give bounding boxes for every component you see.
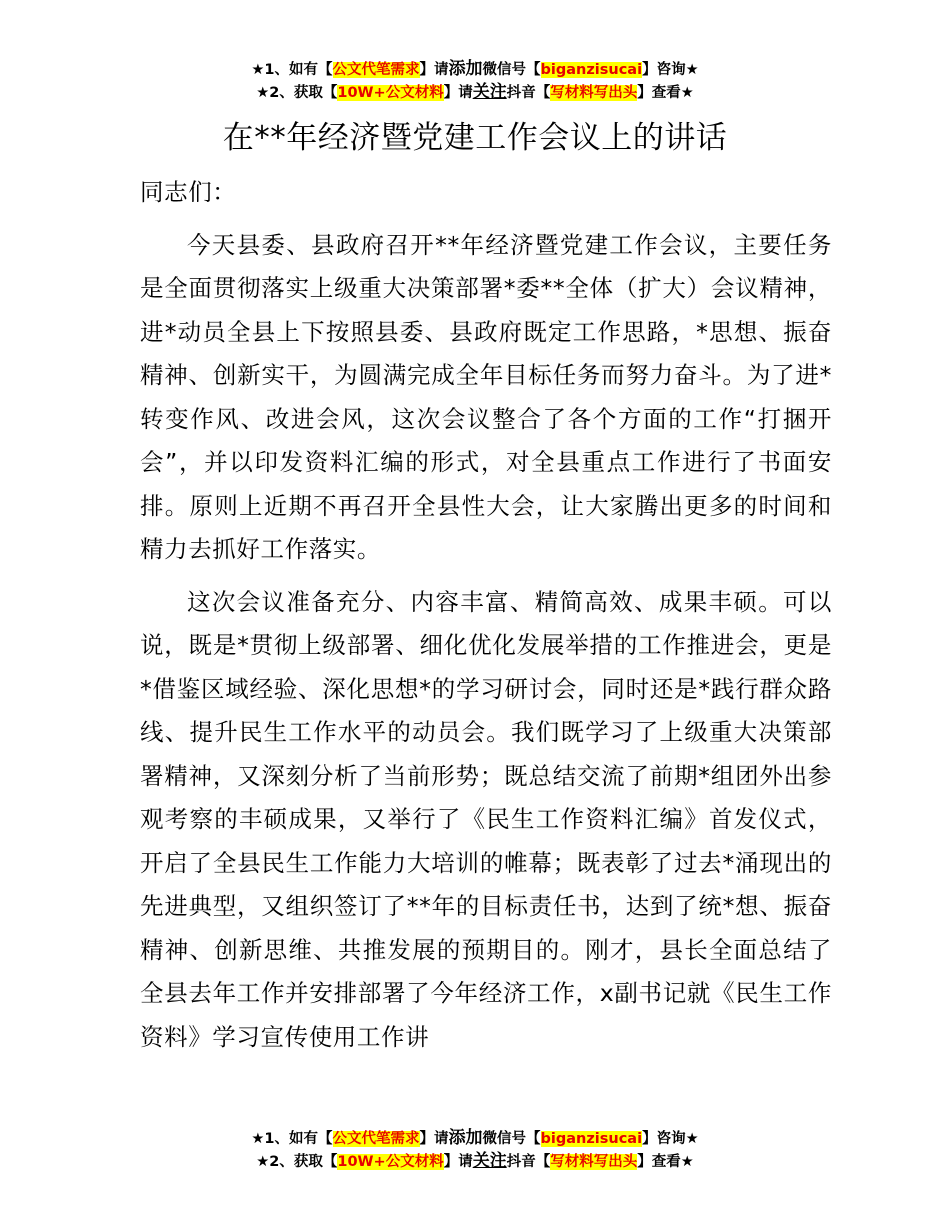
banner-emphasis: 关注: [472, 1151, 507, 1171]
banner-text: 微信号【: [482, 62, 541, 78]
banner-douyin-id: 写材料写出头: [550, 1154, 638, 1170]
banner-highlight: 10W+公文材料: [337, 1154, 444, 1170]
banner-text: 微信号【: [482, 1131, 541, 1147]
banner-line-2: [0, 81, 950, 104]
banner-text: 】请: [419, 62, 449, 78]
paragraph: 这次会议准备充分、内容丰富、精简高效、成果丰硕。可以说，既是*贯彻上级部署、细化优化发展举措的工作推进会，更是*借鉴区域经验、深化思想*的学习研讨会，同时还是*践行群众路线、提升民生工作水平的动员会。我们既学习了上级重大决策部署精神，又深刻分析了当前形势；既总结交流了前期*组团外出参观考察的丰硕成果，又举行了《民生工作资料汇编》首发仪式，开启了全县民生工作能力大培训的帷幕；既表彰了过去*涌现出的先进典型，又组织签订了**年的目标责任书，达到了统*想、振奋精神、创新思维、共推发展的预期目的。刚才，县长全面总结了全县去年工作并安排部署了今年经济工作，x副书记就《民生工作资料》学习宣传使用工作讲: [140, 587, 832, 1051]
banner-text: 】查看★: [637, 85, 694, 101]
document-title: 在**年经济暨党建工作会议上的讲话: [222, 120, 728, 156]
banner-line-2: [0, 1150, 950, 1173]
paragraph: 今天县委、县政府召开**年经济暨党建工作会议，主要任务是全面贯彻落实上级重大决策部署*委**全体（扩大）会议精神，进*动员全县上下按照县委、县政府既定工作思路，*思想、振奋精神、创新实干，为圆满完成全年目标任务而努力奋斗。为了进*转变作风、改进会风，这次会议整合了各个方面的工作“打捆开会”，并以印发资料汇编的形式，对全县重点工作进行了书面安排。原则上近期不再召开全县性大会，让大家腾出更多的时间和精力去抓好工作落实。: [140, 230, 832, 563]
banner-highlight: 10W+公文材料: [337, 85, 444, 101]
banner-text: 】请: [443, 1154, 473, 1170]
banner-emphasis: 关注: [472, 82, 507, 102]
salutation: 同志们：: [140, 178, 237, 206]
banner-wechat-id: biganzisucai: [540, 62, 643, 78]
banner-text: ★1、如有【: [251, 62, 333, 78]
banner-line-1: [0, 1127, 950, 1150]
banner-text: ★1、如有【: [251, 1131, 333, 1147]
banner-text: ★2、获取【: [256, 85, 338, 101]
banner-text: 】请: [419, 1131, 449, 1147]
banner-highlight: 公文代笔需求: [332, 62, 420, 78]
banner-text: 抖音【: [506, 85, 551, 101]
banner-text: 抖音【: [506, 1154, 551, 1170]
footer-banner: [0, 1127, 950, 1173]
banner-wechat-id: biganzisucai: [540, 1131, 643, 1147]
document-body: [140, 171, 832, 1059]
banner-highlight: 公文代笔需求: [332, 1131, 420, 1147]
banner-douyin-id: 写材料写出头: [550, 85, 638, 101]
banner-text: 】查看★: [637, 1154, 694, 1170]
banner-text: 】咨询★: [642, 1131, 699, 1147]
banner-line-1: [0, 58, 950, 81]
header-banner: [0, 58, 950, 104]
banner-emphasis: 添加: [448, 59, 483, 79]
banner-text: ★2、获取【: [256, 1154, 338, 1170]
banner-emphasis: 添加: [448, 1128, 483, 1148]
banner-text: 】咨询★: [642, 62, 699, 78]
banner-text: 】请: [443, 85, 473, 101]
